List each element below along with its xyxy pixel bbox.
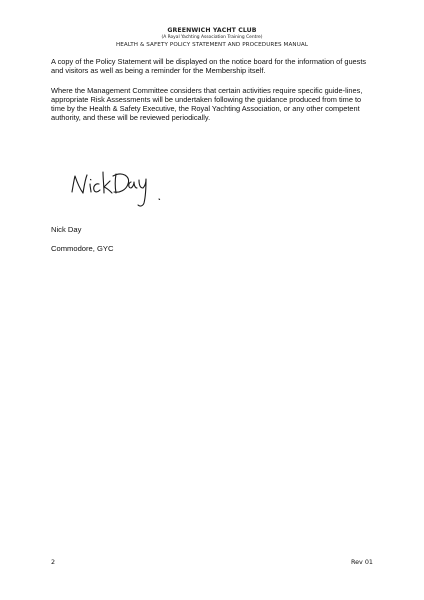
- page-header: [0, 27, 424, 49]
- revision-label: Rev 01: [350, 558, 373, 566]
- signatory-name: Nick Day: [51, 225, 82, 234]
- manual-title: HEALTH & SAFETY POLICY STATEMENT AND PROCEDURES MANUAL: [115, 42, 309, 48]
- header-subtitle: (A Royal Yachting Association Training Centre): [161, 35, 263, 40]
- paragraph-notice-board: A copy of the Policy Statement will be displayed on the notice board for the information of guests and visitors as well as being a reminder for the Membership itself.: [51, 57, 367, 75]
- signatory-title: Commodore, GYC: [51, 244, 114, 253]
- paragraph-risk-assessments: Where the Management Committee considers that certain activities require specific guide-lines, appropriate Risk Assessments will be undertaken following the guidance produced from time to time by the Health & Safety Executive, the Royal Yachting Association, or any other competent authority, and these will be reviewed periodically.: [51, 86, 363, 122]
- club-name: GREENWICH YACHT CLUB: [167, 27, 257, 34]
- page-number: 2: [51, 558, 56, 566]
- handwritten-signature: [66, 162, 176, 212]
